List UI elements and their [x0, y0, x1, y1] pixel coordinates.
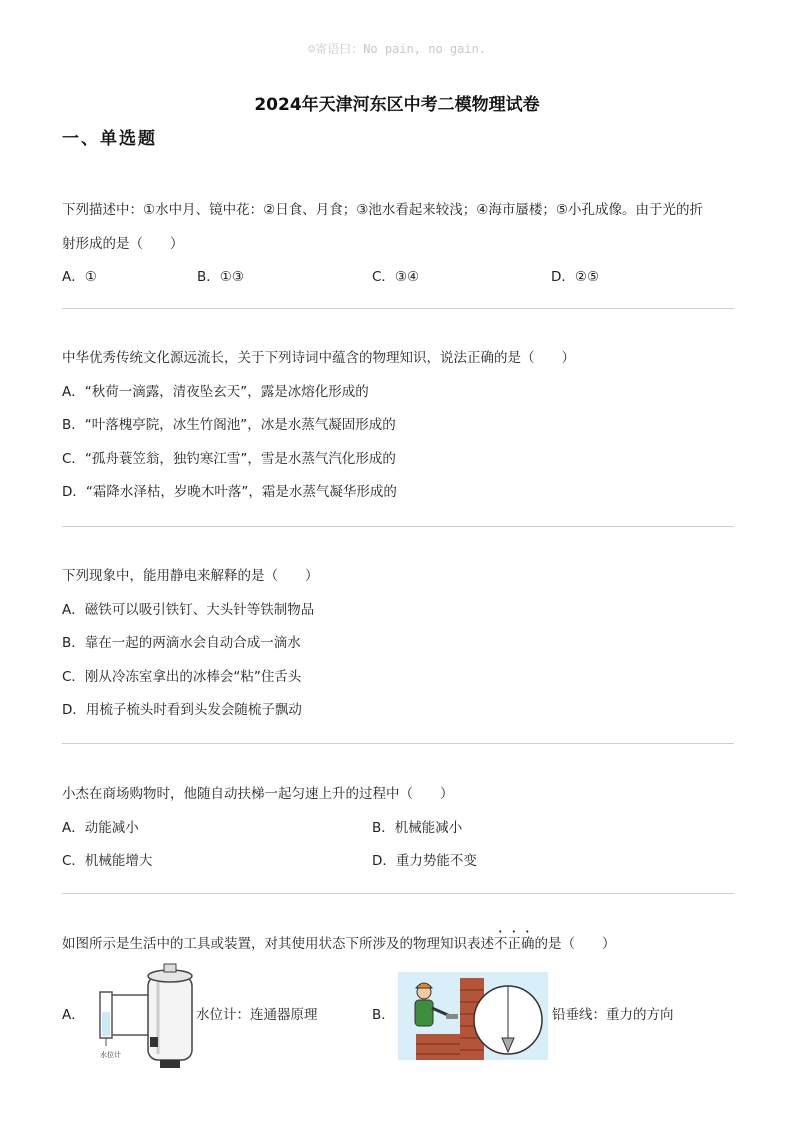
option-d[interactable]: D．用梳子梳头时看到头发会随梳子飘动 [62, 702, 302, 718]
option-b[interactable]: B．“叶落槐亭院，冰生竹阁池”，冰是水蒸气凝固形成的 [62, 417, 396, 433]
divider [62, 893, 734, 894]
section-heading: 一、单选题 [62, 129, 157, 149]
option-b-text: 铅垂线：重力的方向 [552, 1007, 674, 1023]
question-5-stem-after: 的是（ ） [534, 936, 616, 952]
question-2 [62, 342, 734, 510]
figure-label: 水位计 [100, 1051, 121, 1059]
option-a[interactable]: A．磁铁可以吸引铁钉、大头针等铁制物品 [62, 601, 315, 618]
option-a-letter: A． [62, 1007, 85, 1023]
option-b[interactable]: B．机械能减小 [372, 819, 463, 836]
watermark: ☺寄语曰：No pain, no gain. [307, 42, 487, 56]
option-b[interactable]: B．①③ [197, 269, 244, 285]
option-c[interactable]: C．“孤舟蓑笠翁，独钓寒江雪”，雪是水蒸气汽化形成的 [62, 450, 396, 467]
question-1-stem-line1: 下列描述中：①水中月、镜中花：②日食、月食；③池水看起来较浅；④海市蜃楼；⑤小孔成像。由于光的折 [62, 202, 704, 218]
question-3 [62, 560, 734, 728]
question-4-options-row2 [62, 845, 734, 879]
option-a-text: 水位计：连通器原理 [196, 1007, 318, 1023]
question-5-stem-before: 如图所示是生活中的工具或装置，对其使用状态下所涉及的物理知识表述 [62, 936, 494, 952]
question-1 [62, 194, 734, 295]
option-b[interactable]: B．靠在一起的两滴水会自动合成一滴水 [62, 635, 301, 651]
option-b-letter: B． [372, 1007, 395, 1023]
question-2-stem: 中华优秀传统文化源远流长，关于下列诗词中蕴含的物理知识，说法正确的是（ ） [62, 350, 575, 366]
question-1-stem-line2: 射形成的是（ ） [62, 235, 184, 252]
page-title: 2024年天津河东区中考二模物理试卷 [254, 95, 540, 115]
question-4-stem: 小杰在商场购物时，他随自动扶梯一起匀速上升的过程中（ ） [62, 786, 454, 802]
question-5 [62, 928, 734, 962]
option-b[interactable] [372, 999, 395, 1033]
divider [62, 308, 734, 309]
divider [62, 743, 734, 744]
option-a[interactable]: A．① [62, 269, 97, 285]
option-a[interactable]: A．“秋荷一滴露，清夜坠玄天”，露是冰熔化形成的 [62, 383, 369, 400]
plumb-line-figure [398, 972, 548, 1060]
divider [62, 526, 734, 527]
option-d[interactable]: D．“霜降水泽枯，岁晚木叶落”，霜是水蒸气凝华形成的 [62, 484, 397, 500]
question-1-options [62, 261, 734, 295]
question-4-options-row1 [62, 812, 734, 846]
question-4 [62, 778, 734, 879]
option-a[interactable]: A．动能减小 [62, 819, 139, 836]
option-d[interactable]: D．重力势能不变 [372, 853, 477, 869]
question-5-stem-emphasis: 不正确 [494, 936, 535, 952]
question-5-stem [62, 928, 734, 962]
option-d[interactable]: D．②⑤ [551, 269, 600, 285]
option-c[interactable]: C．刚从冷冻室拿出的冰棒会“粘”住舌头 [62, 668, 302, 685]
option-c[interactable]: C．③④ [372, 269, 420, 285]
question-3-stem: 下列现象中，能用静电来解释的是（ ） [62, 568, 319, 584]
option-c[interactable]: C．机械能增大 [62, 853, 153, 869]
